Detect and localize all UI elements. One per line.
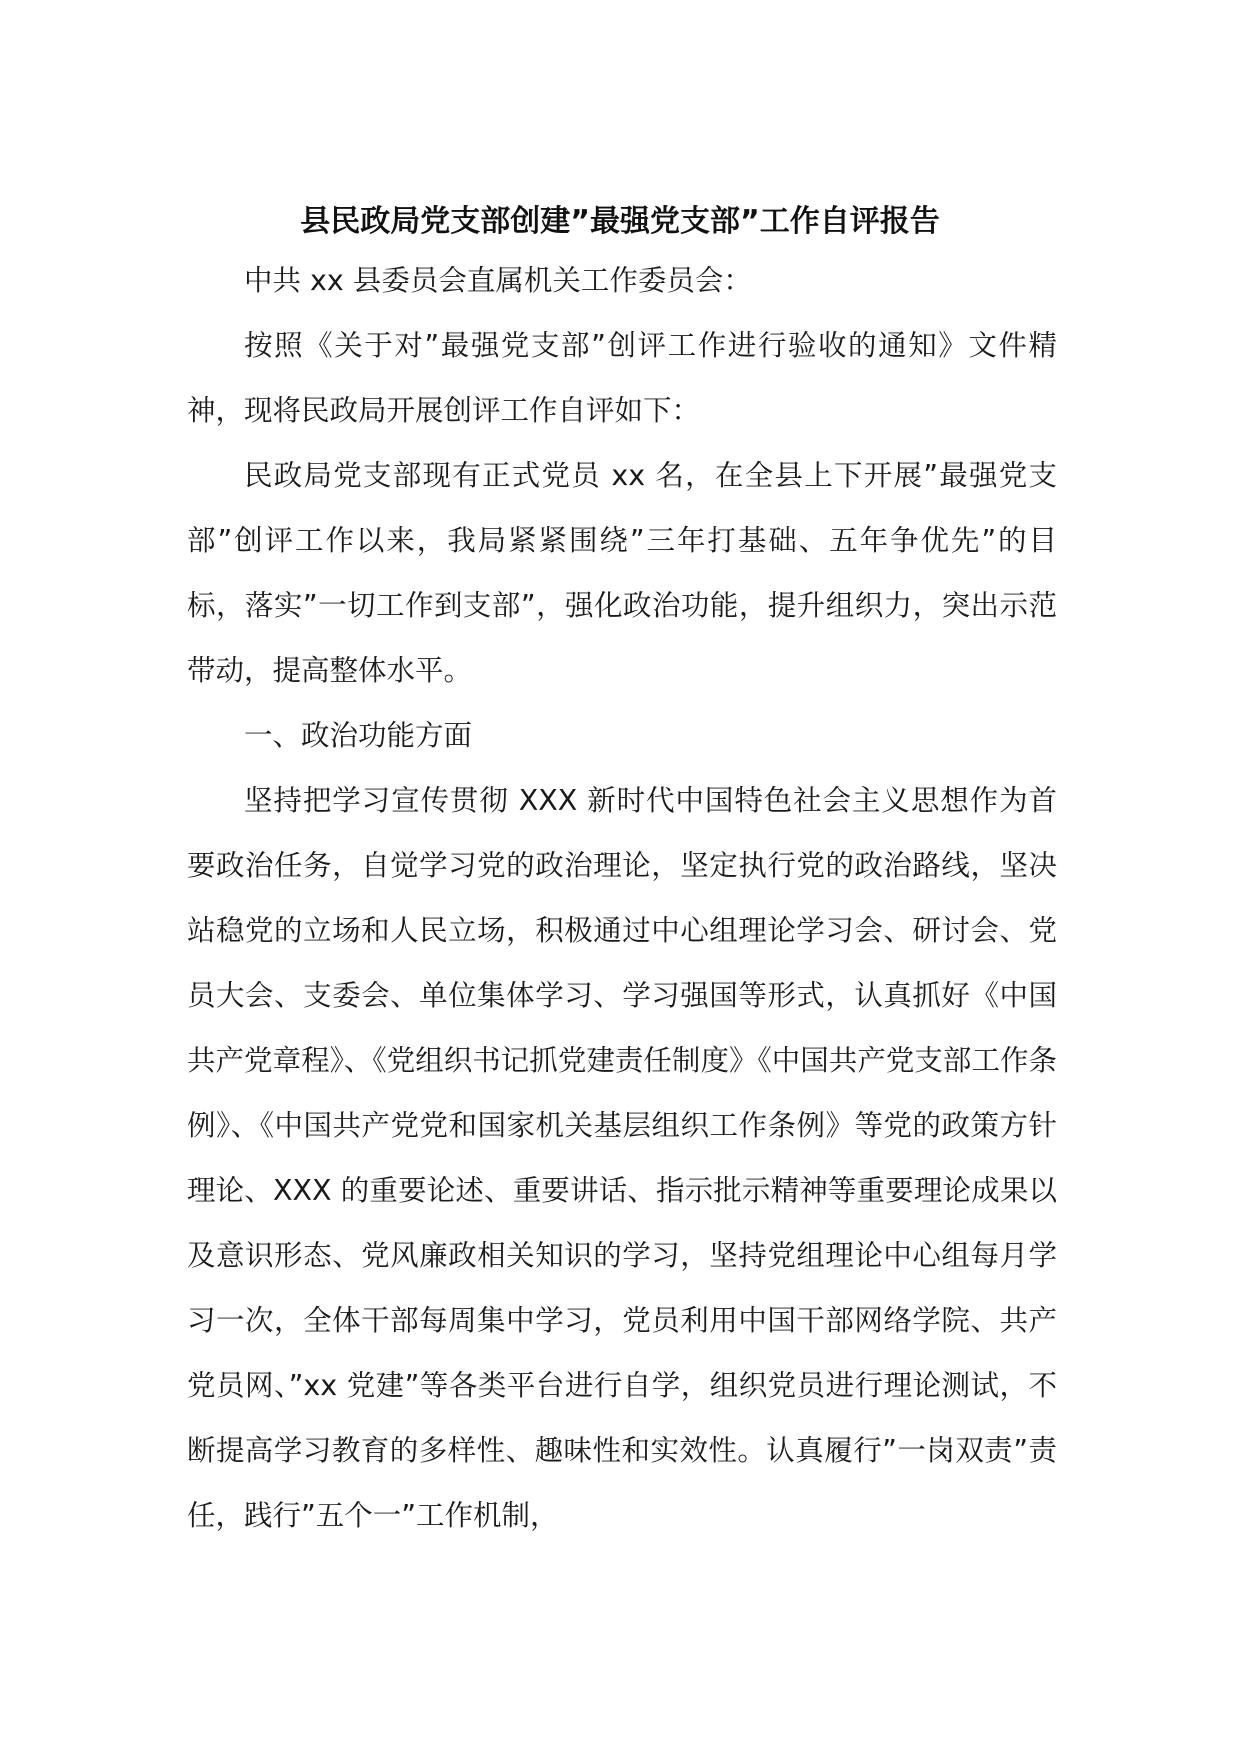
document-body xyxy=(187,248,1057,1548)
section-heading: 一、政治功能方面 xyxy=(244,719,473,752)
salutation: 中共 xx 县委员会直属机关工作委员会： xyxy=(244,264,752,297)
paragraph-intro: 按照《关于对”最强党支部”创评工作进行验收的通知》文件精神，现将民政局开展创评工作自评如下： xyxy=(187,329,1057,427)
document-title: 县民政局党支部创建”最强党支部”工作自评报告 xyxy=(300,204,940,239)
paragraph-political-function: 坚持把学习宣传贯彻 XXX 新时代中国特色社会主义思想作为首要政治任务，自觉学习党的政治理论，坚定执行党的政治路线，坚决站稳党的立场和人民立场，积极通过中心组理论学习会、研讨会、党员大会、支委会、单位集体学习、学习强国等形式，认真抓好《中国共产党章程》、《党组织书记抓党建责任制度》《中国共产党支部工作条例》、《中国共产党党和国家机关基层组织工作条例》等党的政策方针理论、XXX 的重要论述、重要讲话、指示批示精神等重要理论成果以及意识形态、党风廉政相关知识的学习，坚持党组理论中心组每月学习一次，全体干部每周集中学习，党员利用中国干部网络学院、共产党员网、”xx 党建”等各类平台进行自学，组织党员进行理论测试，不断提高学习教育的多样性、趣味性和实效性。认真履行”一岗双责”责任，践行”五个一”工作机制， xyxy=(187,784,1057,1532)
paragraph-overview: 民政局党支部现有正式党员 xx 名，在全县上下开展”最强党支部”创评工作以来，我局紧紧围绕”三年打基础、五年争优先”的目标，落实”一切工作到支部”，强化政治功能，提升组织力，突出示范带动，提高整体水平。 xyxy=(187,459,1057,687)
